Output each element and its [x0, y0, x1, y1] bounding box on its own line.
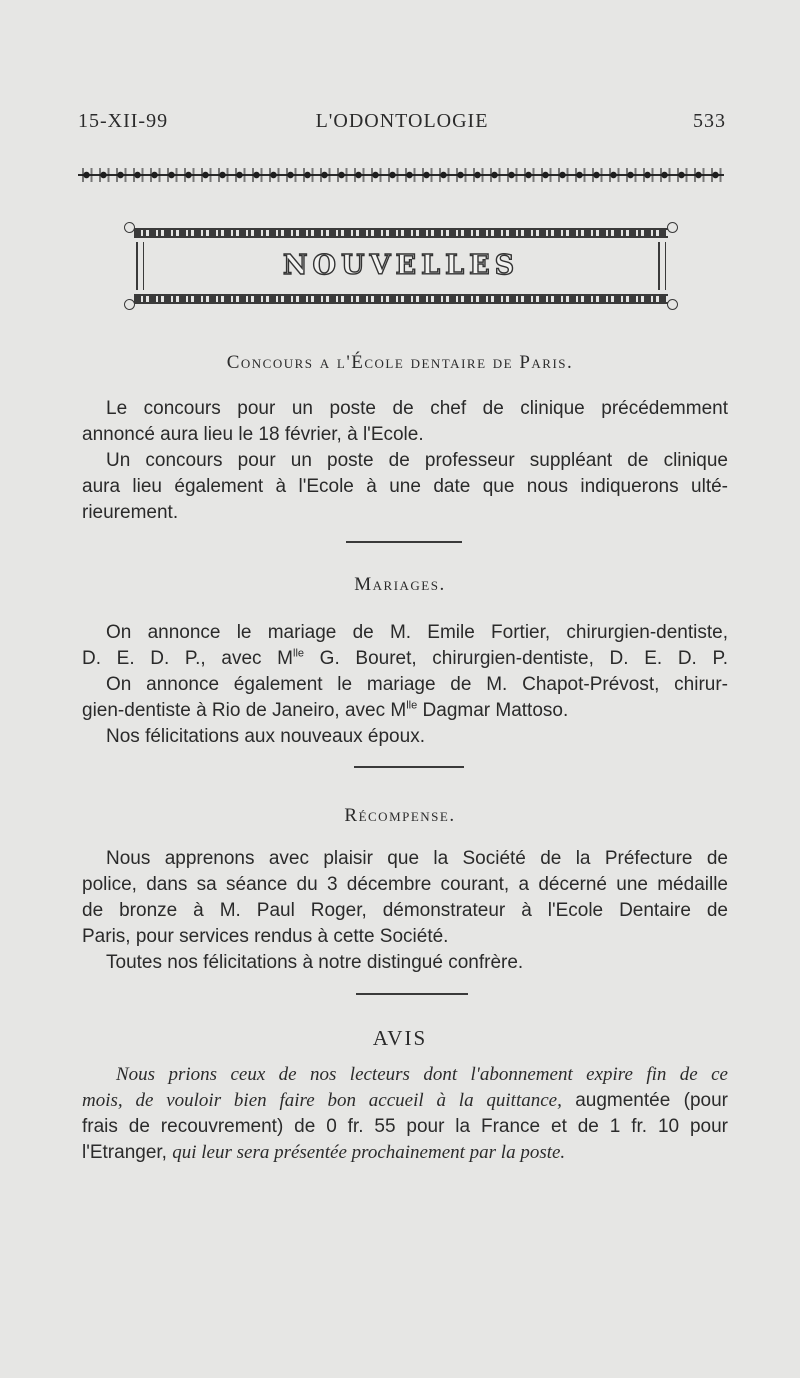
text-line: Nos félicitations aux nouveaux époux.: [106, 726, 425, 747]
text-line: Paris, pour services rendus à cette Société.: [82, 926, 449, 947]
heading-avis: AVIS: [372, 1026, 428, 1050]
text-fragment: D. E. D. P., avec M: [82, 648, 293, 669]
frame-greek-key-top: [134, 228, 668, 238]
paragraph-mariages-3: [82, 724, 728, 750]
text-line: annoncé aura lieu le 18 février, à l'Ecole.: [82, 424, 424, 445]
decorative-ornament-band: [78, 166, 724, 184]
text-fragment: l'Etranger,: [82, 1142, 173, 1163]
frame-corner-ornament: [667, 222, 678, 233]
text-line: frais de recouvrement) de 0 fr. 55 pour la France et de 1 fr. 10 pour: [82, 1116, 728, 1137]
heading-concours: Concours a l'École dentaire de Paris.: [226, 352, 574, 373]
section-divider: [356, 993, 468, 995]
text-line: [82, 1140, 728, 1166]
section-divider: [354, 766, 464, 768]
section-divider: [346, 541, 462, 543]
text-line: [82, 646, 728, 672]
journal-title: L'ODONTOLOGIE: [315, 110, 489, 132]
frame-corner-ornament: [667, 299, 678, 310]
text-line: Nous prions ceux de nos lecteurs dont l'abonnement expire fin de ce: [116, 1064, 728, 1085]
section-title-frame: [124, 222, 678, 310]
text-line: On annonce également le mariage de M. Chapot-Prévost, chirur-: [106, 674, 728, 695]
text-line: Le concours pour un poste de chef de clinique précédemment: [106, 398, 728, 419]
heading-mariages: Mariages.: [354, 574, 446, 595]
text-fragment: qui leur sera présentée prochainement par la poste.: [172, 1142, 566, 1163]
text-fragment: mois, de vouloir bien faire bon accueil à la quittance,: [82, 1090, 562, 1111]
text-line: Toutes nos félicitations à notre distingué confrère.: [106, 952, 524, 973]
text-line: police, dans sa séance du 3 décembre courant, a décerné une médaille: [82, 874, 728, 895]
heading-recompense: Récompense.: [344, 805, 456, 826]
text-line: Nous apprenons avec plaisir que la Société de la Préfecture de: [106, 848, 728, 869]
text-line: de bronze à M. Paul Roger, démonstrateur à l'Ecole Dentaire de: [82, 900, 728, 921]
text-line: aura lieu également à l'Ecole à une date que nous indiquerons ulté-: [82, 476, 728, 497]
text-fragment: Dagmar Mattoso.: [417, 700, 569, 721]
superscript: lle: [293, 647, 305, 660]
issue-date: 15-XII-99: [78, 110, 169, 132]
page-number: 533: [693, 110, 726, 132]
text-line: [82, 698, 728, 724]
paragraph-mariages-2: [82, 672, 728, 724]
text-line: [82, 1088, 728, 1114]
running-head: [78, 110, 726, 140]
paragraph-recompense-2: [82, 950, 728, 976]
text-fragment: augmentée (pour: [561, 1090, 728, 1111]
text-line: On annonce le mariage de M. Emile Fortier, chirurgien-dentiste,: [106, 622, 728, 643]
text-line: rieurement.: [82, 502, 179, 523]
paragraph-concours-2: [82, 448, 728, 526]
text-fragment: gien-dentiste à Rio de Janeiro, avec M: [82, 700, 407, 721]
text-fragment: G. Bouret, chirurgien-dentiste, D. E. D. P.: [304, 648, 728, 669]
frame-greek-key-bottom: [134, 294, 668, 304]
paragraph-concours-1: [82, 396, 728, 448]
superscript: lle: [406, 699, 418, 712]
paragraph-avis: [82, 1062, 728, 1166]
section-title: NOUVELLES: [282, 250, 520, 281]
text-line: Un concours pour un poste de professeur suppléant de clinique: [106, 450, 728, 471]
paragraph-mariages-1: [82, 620, 728, 672]
paragraph-recompense-1: [82, 846, 728, 950]
